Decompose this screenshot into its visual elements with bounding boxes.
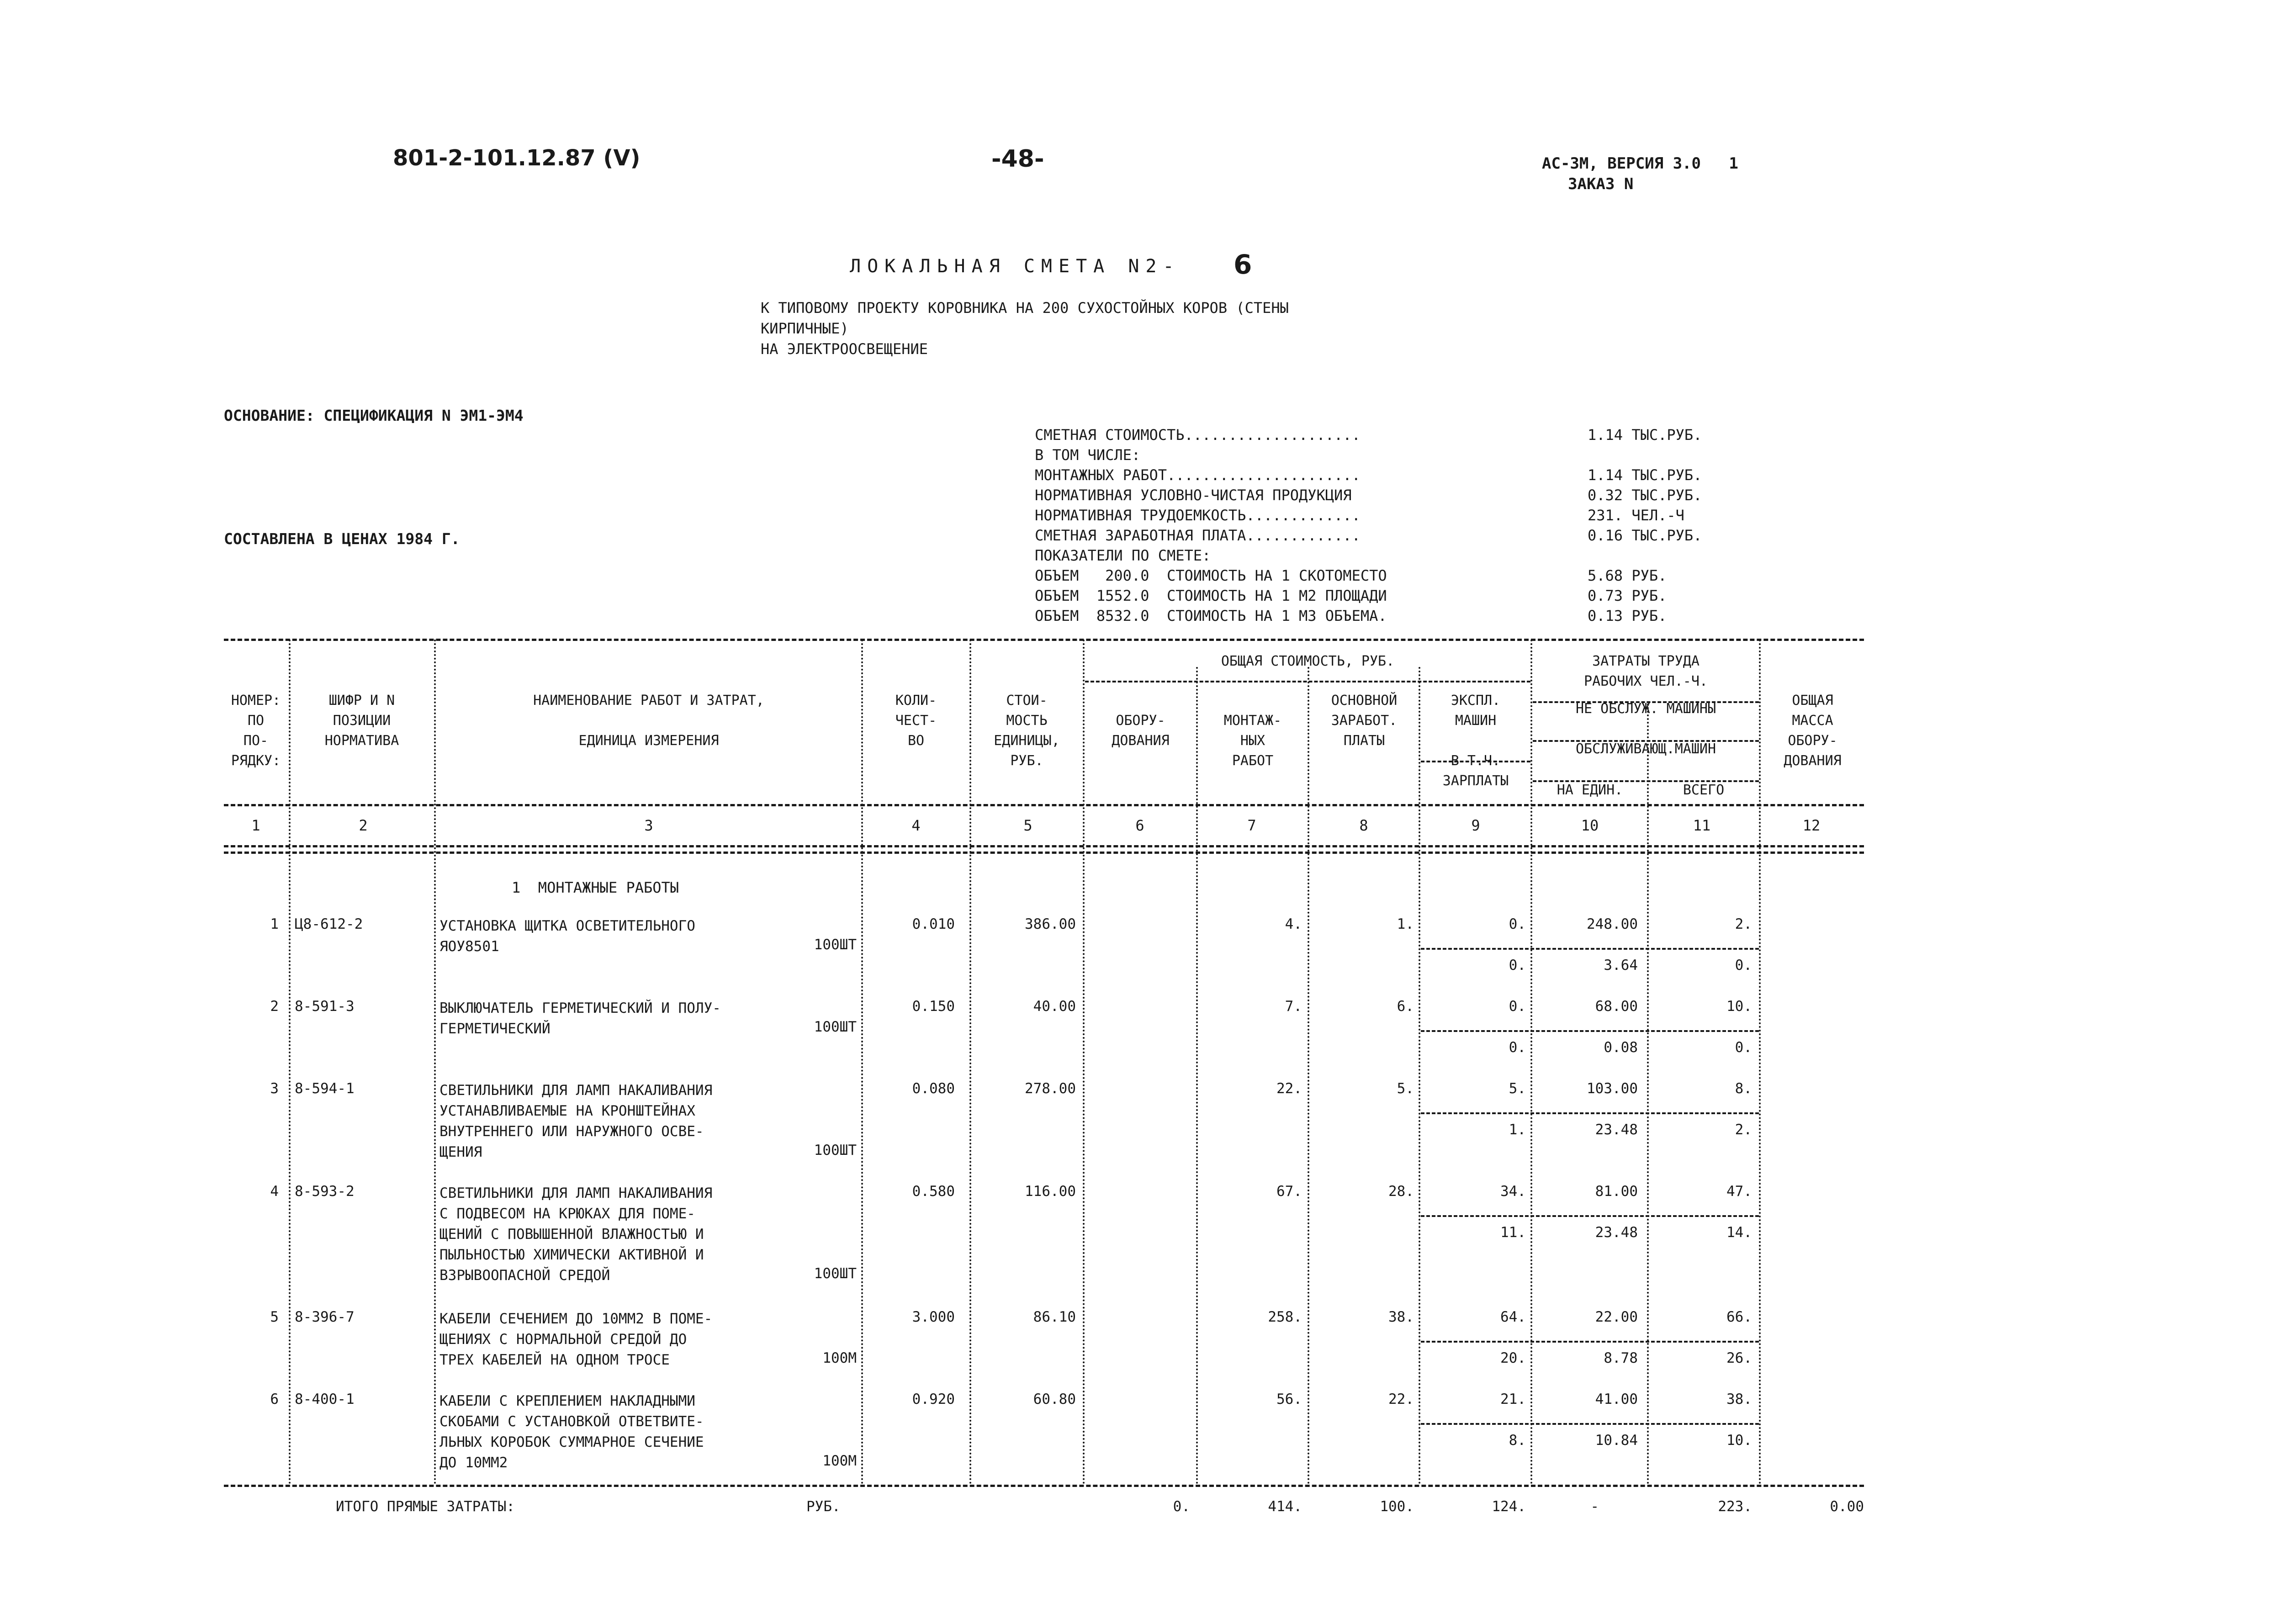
summary-label: СМЕТНАЯ СТОИМОСТЬ.................... [1035, 426, 1361, 444]
row-desc-line: ТРЕХ КАБЕЛЕЙ НА ОДНОМ ТРОСЕ [439, 1352, 670, 1368]
row-labor-total: 47. [1726, 1183, 1752, 1200]
header-row-number: НОМЕР: ПО ПО- РЯДКУ: [231, 693, 281, 769]
row-wages: 1. [1397, 916, 1414, 932]
row-desc-line: УСТАНОВКА ЩИТКА ОСВЕТИТЕЛЬНОГО [439, 918, 695, 934]
summary-value: 5.68 РУБ. [1588, 567, 1667, 584]
row-wages: 6. [1397, 998, 1414, 1015]
document-code: 801-2-101.12.87 (V) [393, 145, 641, 171]
summary-label: ОБЪЕМ 8532.0 СТОИМОСТЬ НА 1 М3 ОБЪЕМА. [1035, 607, 1387, 624]
row-wages: 28. [1388, 1183, 1414, 1200]
column-number: 1 [251, 817, 260, 834]
row-machine-wages: 0. [1509, 1039, 1526, 1056]
summary-label: ОБЪЕМ 1552.0 СТОИМОСТЬ НА 1 М2 ПЛОЩАДИ [1035, 587, 1387, 604]
row-desc-line: КАБЕЛИ С КРЕПЛЕНИЕМ НАКЛАДНЫМИ [439, 1393, 695, 1409]
subtitle-line: НА ЭЛЕКТРООСВЕЩЕНИЕ [761, 340, 928, 358]
summary-label: НОРМАТИВНАЯ ТРУДОЕМКОСТЬ............. [1035, 507, 1361, 524]
header-machines: ЭКСПЛ. МАШИН В Т.Ч. ЗАРПЛАТЫ [1442, 693, 1509, 789]
column-number-rule [224, 845, 1864, 847]
subtitle-line: КИРПИЧНЫЕ) [761, 320, 849, 337]
row-desc-line: ПЫЛЬНОСТЬЮ ХИМИЧЕСКИ АКТИВНОЙ И [439, 1247, 704, 1263]
summary-value: 231. ЧЕЛ.-Ч [1588, 507, 1684, 524]
header-labor-group: ЗАТРАТЫ ТРУДА РАБОЧИХ ЧЕЛ.-Ч. [1584, 653, 1708, 689]
basis-text: ОСНОВАНИЕ: СПЕЦИФИКАЦИЯ N ЭМ1-ЭМ4 [224, 407, 524, 424]
table-bottom-rule [224, 1485, 1864, 1487]
row-labor-unit-2: 23.48 [1595, 1224, 1638, 1241]
column-divider [1647, 704, 1649, 1485]
row-number: 2 [270, 998, 279, 1015]
row-labor-total-2: 10. [1726, 1432, 1752, 1449]
header-wages: ОСНОВНОЙ ЗАРАБОТ. ПЛАТЫ [1331, 693, 1398, 749]
row-labor-unit-2: 10.84 [1595, 1432, 1638, 1449]
summary-label: В ТОМ ЧИСЛЕ: [1035, 446, 1141, 464]
row-quantity: 0.150 [912, 998, 955, 1015]
document-title: ЛОКАЛЬНАЯ СМЕТА N2- [850, 256, 1181, 277]
row-labor-total-2: 0. [1735, 1039, 1752, 1056]
total-machines: 124. [1492, 1498, 1526, 1515]
summary-value: 0.32 ТЫС.РУБ. [1588, 487, 1702, 504]
row-installation: 4. [1285, 916, 1302, 932]
row-desc-line: ЩЕНИЙ С ПОВЫШЕННОЙ ВЛАЖНОСТЬЮ И [439, 1226, 704, 1243]
row-wages: 5. [1397, 1080, 1414, 1097]
header-labor-total: ВСЕГО [1683, 782, 1725, 798]
row-unit-price: 86.10 [1033, 1309, 1076, 1325]
row-wages: 22. [1388, 1391, 1414, 1407]
row-number: 3 [270, 1080, 279, 1097]
row-quantity: 0.580 [912, 1183, 955, 1200]
row-unit: 100М [822, 1350, 857, 1366]
column-number-rule-double [224, 852, 1864, 854]
row-labor-unit-2: 8.78 [1604, 1350, 1638, 1366]
row-desc-line: УСТАНАВЛИВАЕМЫЕ НА КРОНШТЕЙНАХ [439, 1103, 695, 1119]
row-number: 5 [270, 1309, 279, 1325]
row-wages: 38. [1388, 1309, 1414, 1325]
row-code: 8-594-1 [295, 1080, 355, 1097]
row-labor-total: 10. [1726, 998, 1752, 1015]
summary-value: 1.14 ТЫС.РУБ. [1588, 466, 1702, 484]
row-labor-unit-2: 3.64 [1604, 957, 1638, 973]
row-desc-line: ЯОУ8501 [439, 938, 499, 955]
row-desc-line: ВНУТРЕННЕГО ИЛИ НАРУЖНОГО ОСВЕ- [439, 1123, 704, 1140]
row-labor-unit: 248.00 [1587, 916, 1638, 932]
column-divider [1419, 667, 1420, 1485]
header-quantity: КОЛИ- ЧЕСТ- ВО [895, 693, 937, 749]
row-unit-price: 40.00 [1033, 998, 1076, 1015]
row-quantity: 3.000 [912, 1309, 955, 1325]
summary-label: ПОКАЗАТЕЛИ ПО СМЕТЕ: [1035, 547, 1211, 564]
header-description: НАИМЕНОВАНИЕ РАБОТ И ЗАТРАТ, ЕДИНИЦА ИЗМЕРЕНИЯ [533, 693, 764, 749]
column-divider [1308, 667, 1309, 1485]
row-labor-total: 38. [1726, 1391, 1752, 1407]
row-quantity: 0.080 [912, 1080, 955, 1097]
row-installation: 67. [1276, 1183, 1302, 1200]
column-number: 2 [359, 817, 368, 834]
summary-value: 0.13 РУБ. [1588, 607, 1667, 624]
row-labor-unit: 68.00 [1595, 998, 1638, 1015]
row-unit: 100М [822, 1453, 857, 1469]
row-labor-unit: 22.00 [1595, 1309, 1638, 1325]
row-machines: 0. [1509, 998, 1526, 1015]
total-labor-total: 223. [1718, 1498, 1752, 1515]
row-code: 8-591-3 [295, 998, 355, 1015]
header-code: ШИФР И N ПОЗИЦИИ НОРМАТИВА [324, 693, 399, 749]
row-labor-total-2: 26. [1726, 1350, 1752, 1366]
row-unit-price: 60.80 [1033, 1391, 1076, 1407]
row-labor-total-2: 2. [1735, 1121, 1752, 1138]
column-number: 9 [1471, 817, 1480, 834]
total-label: ИТОГО ПРЯМЫЕ ЗАТРАТЫ: [336, 1498, 515, 1515]
row-machines: 34. [1500, 1183, 1526, 1200]
row-machine-wages: 20. [1500, 1350, 1526, 1366]
column-divider [1759, 640, 1761, 1485]
row-desc-line: ЩЕНИЯХ С НОРМАЛЬНОЙ СРЕДОЙ ДО [439, 1331, 687, 1348]
header-labor-per-unit: НА ЕДИН. [1557, 782, 1623, 798]
column-number: 7 [1247, 817, 1256, 834]
row-quantity: 0.010 [912, 916, 955, 932]
total-installation: 414. [1268, 1498, 1302, 1515]
row-labor-total: 8. [1735, 1080, 1752, 1097]
row-labor-unit-2: 0.08 [1604, 1039, 1638, 1056]
page-number: -48- [991, 145, 1044, 173]
table-top-rule [224, 639, 1864, 641]
row-installation: 7. [1285, 998, 1302, 1015]
subtitle-line: К ТИПОВОМУ ПРОЕКТУ КОРОВНИКА НА 200 СУХОСТОЙНЫХ КОРОВ (СТЕНЫ [761, 299, 1289, 317]
row-sub-rule [1421, 948, 1759, 950]
row-machine-wages: 8. [1509, 1432, 1526, 1449]
row-labor-unit: 81.00 [1595, 1183, 1638, 1200]
summary-label: СМЕТНАЯ ЗАРАБОТНАЯ ПЛАТА............. [1035, 527, 1361, 544]
column-number: 4 [911, 817, 921, 834]
row-machines: 64. [1500, 1309, 1526, 1325]
row-number: 1 [270, 916, 279, 932]
column-divider [434, 640, 436, 1485]
row-sub-rule [1421, 1215, 1759, 1217]
price-level-text: СОСТАВЛЕНА В ЦЕНАХ 1984 Г. [224, 530, 460, 548]
row-labor-unit: 103.00 [1587, 1080, 1638, 1097]
row-machine-wages: 1. [1509, 1121, 1526, 1138]
row-sub-rule [1421, 1030, 1759, 1032]
row-number: 6 [270, 1391, 279, 1407]
row-labor-total-2: 0. [1735, 957, 1752, 973]
summary-label: ОБЪЕМ 200.0 СТОИМОСТЬ НА 1 СКОТОМЕСТО [1035, 567, 1387, 584]
row-desc-line: СВЕТИЛЬНИКИ ДЛЯ ЛАМП НАКАЛИВАНИЯ [439, 1082, 713, 1099]
row-number: 4 [270, 1183, 279, 1200]
document-title-number: 6 [1234, 249, 1252, 280]
row-sub-rule [1421, 1341, 1759, 1343]
row-installation: 56. [1276, 1391, 1302, 1407]
header-equipment: ОБОРУ- ДОВАНИЯ [1112, 713, 1170, 749]
row-machines: 0. [1509, 916, 1526, 932]
total-mass: 0.00 [1830, 1498, 1864, 1515]
row-labor-total-2: 14. [1726, 1224, 1752, 1241]
row-machine-wages: 0. [1509, 957, 1526, 973]
row-installation: 258. [1268, 1309, 1302, 1325]
column-number: 12 [1802, 817, 1821, 834]
summary-value: 0.73 РУБ. [1588, 587, 1667, 604]
row-desc-line: ЩЕНИЯ [439, 1144, 482, 1160]
column-divider [1530, 640, 1532, 1485]
row-desc-line: ЛЬНЫХ КОРОБОК СУММАРНОЕ СЕЧЕНИЕ [439, 1434, 704, 1450]
row-labor-total: 2. [1735, 916, 1752, 932]
header-cost-group: ОБЩАЯ СТОИМОСТЬ, РУБ. [1221, 653, 1395, 669]
row-unit: 100ШТ [814, 1019, 857, 1035]
row-machines: 5. [1509, 1080, 1526, 1097]
header-unit-price: СТОИ- МОСТЬ ЕДИНИЦЫ, РУБ. [994, 693, 1060, 769]
row-desc-line: ВЗРЫВООПАСНОЙ СРЕДОЙ [439, 1267, 610, 1284]
row-unit-price: 278.00 [1025, 1080, 1076, 1097]
row-labor-unit-2: 23.48 [1595, 1121, 1638, 1138]
column-number: 3 [644, 817, 653, 834]
cost-group-rule [1085, 681, 1530, 682]
row-code: Ц8-612-2 [295, 916, 363, 932]
row-unit-price: 386.00 [1025, 916, 1076, 932]
row-code: 8-400-1 [295, 1391, 355, 1407]
row-unit-price: 116.00 [1025, 1183, 1076, 1200]
row-code: 8-593-2 [295, 1183, 355, 1200]
row-desc-line: СВЕТИЛЬНИКИ ДЛЯ ЛАМП НАКАЛИВАНИЯ [439, 1185, 713, 1201]
section-title: 1 МОНТАЖНЫЕ РАБОТЫ [512, 879, 679, 896]
column-divider [289, 640, 291, 1485]
column-divider [1196, 667, 1198, 1485]
total-labor-unit: - [1590, 1498, 1599, 1515]
row-unit: 100ШТ [814, 1265, 857, 1282]
row-quantity: 0.920 [912, 1391, 955, 1407]
column-number: 6 [1135, 817, 1144, 834]
row-desc-line: С ПОДВЕСОМ НА КРЮКАХ ДЛЯ ПОМЕ- [439, 1206, 695, 1222]
summary-label: НОРМАТИВНАЯ УСЛОВНО-ЧИСТАЯ ПРОДУКЦИЯ [1035, 487, 1352, 504]
header-installation: МОНТАЖ- НЫХ РАБОТ [1223, 713, 1282, 769]
row-desc-line: СКОБАМИ С УСТАНОВКОЙ ОТВЕТВИТЕ- [439, 1413, 704, 1430]
total-wages: 100. [1380, 1498, 1414, 1515]
software-version: АС-3М, ВЕРСИЯ 3.0 1 [1542, 154, 1738, 173]
row-code: 8-396-7 [295, 1309, 355, 1325]
row-labor-total: 66. [1726, 1309, 1752, 1325]
row-desc-line: КАБЕЛИ СЕЧЕНИЕМ ДО 10ММ2 В ПОМЕ- [439, 1311, 713, 1327]
row-sub-rule [1421, 1112, 1759, 1114]
column-number: 10 [1581, 817, 1599, 834]
row-desc-line: ДО 10ММ2 [439, 1455, 508, 1471]
row-desc-line: ВЫКЛЮЧАТЕЛЬ ГЕРМЕТИЧЕСКИЙ И ПОЛУ- [439, 1000, 721, 1016]
header-bottom-rule [224, 804, 1864, 806]
column-divider [1083, 640, 1085, 1485]
order-number: ЗАКАЗ N [1568, 175, 1634, 193]
total-unit: РУБ. [806, 1498, 841, 1515]
column-number: 8 [1359, 817, 1368, 834]
total-equipment: 0. [1173, 1498, 1190, 1515]
header-labor-kind: НЕ ОБСЛУЖ. МАШИНЫ ОБСЛУЖИВАЮЩ.МАШИН [1575, 701, 1716, 757]
column-divider [861, 640, 863, 1485]
row-desc-line: ГЕРМЕТИЧЕСКИЙ [439, 1021, 551, 1037]
summary-value: 0.16 ТЫС.РУБ. [1588, 527, 1702, 544]
row-installation: 22. [1276, 1080, 1302, 1097]
row-unit: 100ШТ [814, 1142, 857, 1158]
column-number: 11 [1693, 817, 1711, 834]
row-machine-wages: 11. [1500, 1224, 1526, 1241]
row-unit: 100ШТ [814, 936, 857, 953]
summary-value: 1.14 ТЫС.РУБ. [1588, 426, 1702, 444]
row-labor-unit: 41.00 [1595, 1391, 1638, 1407]
summary-label: МОНТАЖНЫХ РАБОТ...................... [1035, 466, 1361, 484]
row-machines: 21. [1500, 1391, 1526, 1407]
header-mass: ОБЩАЯ МАССА ОБОРУ- ДОВАНИЯ [1784, 693, 1842, 769]
row-sub-rule [1421, 1423, 1759, 1425]
column-number: 5 [1023, 817, 1032, 834]
